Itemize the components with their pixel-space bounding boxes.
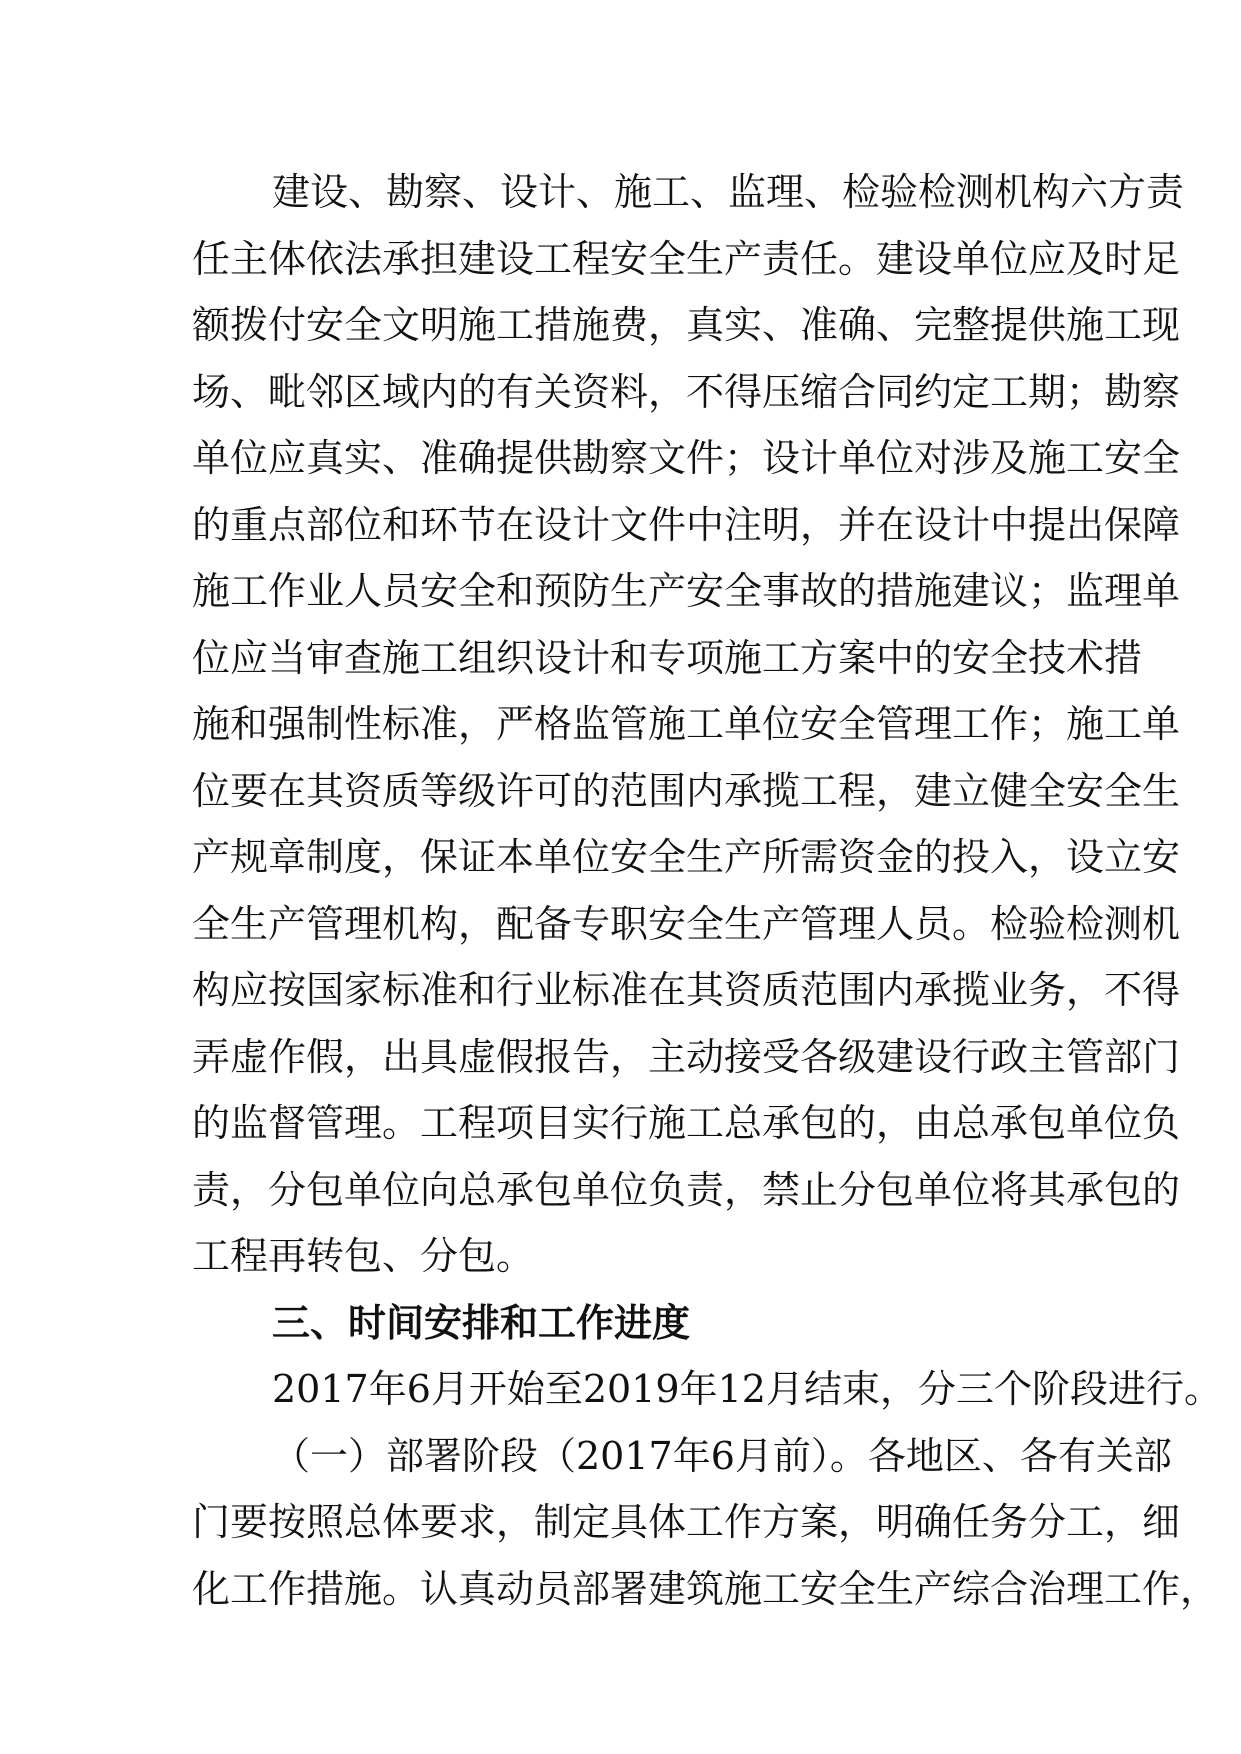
text-line: 化工作措施。认真动员部署建筑施工安全生产综合治理工作， (192, 1566, 1219, 1611)
text-line: 位应当审查施工组织设计和专项施工方案中的安全技术措 (192, 635, 1143, 680)
text-line: 的重点部位和环节在设计文件中注明，并在设计中提出保障 (192, 502, 1181, 547)
text-line: 场、毗邻区域内的有关资料，不得压缩合同约定工期；勘察 (192, 369, 1181, 414)
text-line: 全生产管理机构，配备专职安全生产管理人员。检验检测机 (192, 901, 1181, 946)
text-line: 任主体依法承担建设工程安全生产责任。建设单位应及时足 (192, 236, 1181, 281)
text-line: 额拨付安全文明施工措施费，真实、准确、完整提供施工现 (192, 303, 1181, 347)
paragraph-schedule (192, 1360, 1222, 1427)
text-line: 的监督管理。工程项目实行施工总承包的，由总承包单位负 (192, 1101, 1181, 1145)
text-line: 产规章制度，保证本单位安全生产所需资金的投入，设立安 (192, 835, 1181, 879)
text-line: 施和强制性标准，严格监管施工单位安全管理工作；施工单 (192, 702, 1181, 746)
text-line: 位要在其资质等级许可的范围内承揽工程，建立健全安全生 (192, 768, 1181, 813)
text-line: 建设、勘察、设计、施工、监理、检验检测机构六方责 (272, 170, 1185, 214)
section-heading: 三、时间安排和工作进度 (272, 1300, 691, 1345)
text-line: 弄虚作假，出具虚假报告，主动接受各级建设行政主管部门 (192, 1034, 1181, 1079)
text-line: 工程再转包、分包。 (192, 1234, 535, 1278)
text-line: 责，分包单位向总承包单位负责，禁止分包单位将其承包的 (192, 1167, 1181, 1212)
text-line: 施工作业人员安全和预防生产安全事故的措施建议；监理单 (192, 569, 1181, 613)
paragraph-deployment-phase (192, 1427, 1219, 1627)
text-line: 单位应真实、准确提供勘察文件；设计单位对涉及施工安全 (192, 436, 1181, 480)
document-page (192, 163, 1222, 1626)
text-line: 门要按照总体要求，制定具体工作方案，明确任务分工，细 (192, 1500, 1181, 1544)
paragraph-responsibilities (192, 163, 1185, 1294)
text-line: （一）部署阶段（2017年6月前）。各地区、各有关部 (272, 1433, 1172, 1478)
text-line: 2017年6月开始至2019年12月结束，分三个阶段进行。 (272, 1367, 1222, 1411)
text-line: 构应按国家标准和行业标准在其资质范围内承揽业务，不得 (192, 968, 1181, 1012)
